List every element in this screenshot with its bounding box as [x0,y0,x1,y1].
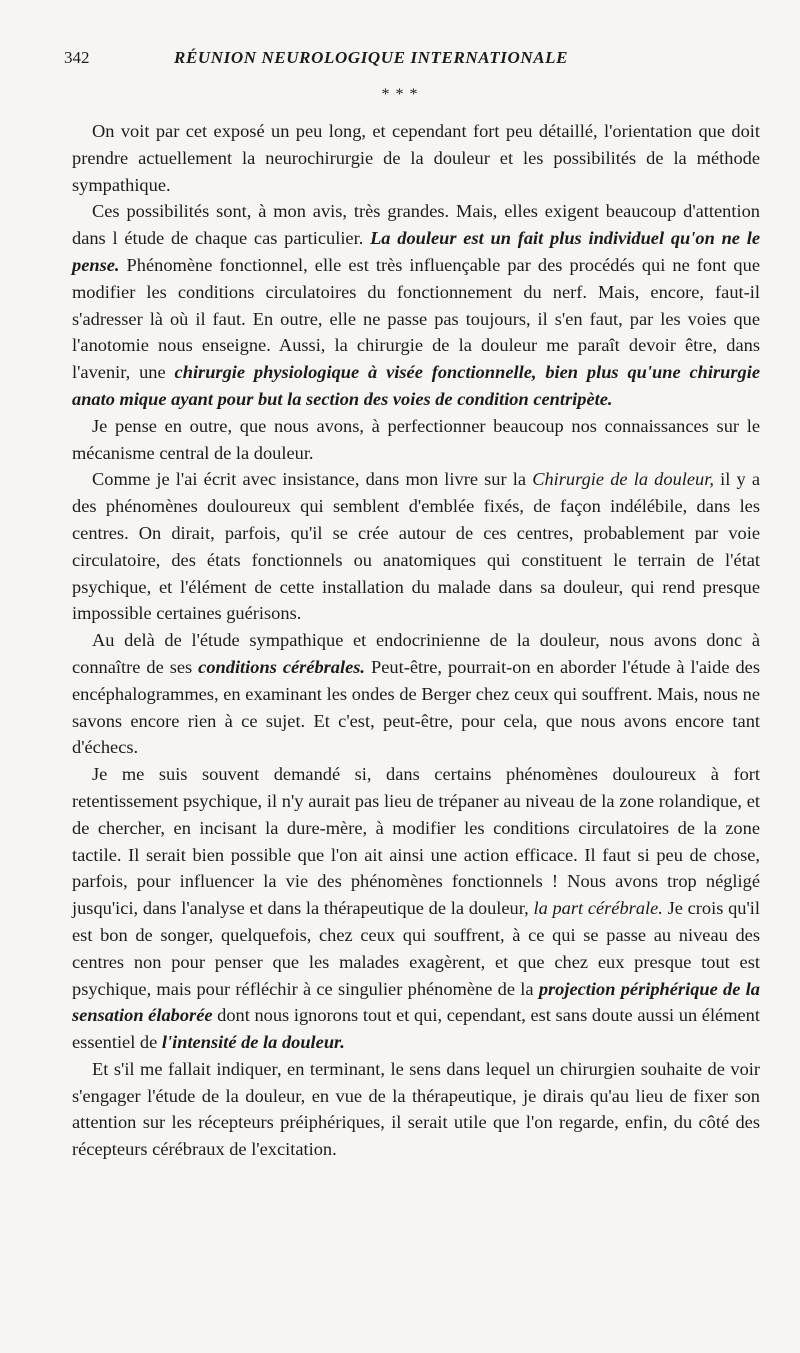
emphasized-text: projection périphérique de la sensation élaborée [72,978,760,1026]
emphasized-text: l'intensité de la douleur. [161,1032,345,1053]
page-number: 342 [64,48,90,67]
text-run: Et s'il me fallait indiquer, en terminant, le sens dans lequel un chirurgien souhaite de voir s'engager l'étude de la douleur, en vue de la thérapeutique, je dirais qu'au lieu de fixer son attention sur les récepteurs préiphériques, il serait utile que l'on regarde, enfin, du côté des récepteurs cérébraux de l'excitation. [72,1058,760,1160]
text-run: Peut-être, pourrait-on en aborder l'étude à l'aide des encéphalogrammes, en examinant les ondes de Berger chez ceux qui souffrent. Mais, nous ne savons encore rien à ce sujet. Et c'est, peut-être, pour cela, que nous avons encore tant d'échecs. [72,656,760,758]
page-header [64,48,754,76]
text-run: Ces possibilités sont, à mon avis, très grandes. Mais, elles exigent beaucoup d'attention dans l étude de chaque cas particulier. [72,201,760,249]
paragraph [72,1056,760,1163]
paragraph [72,761,760,1056]
text-run: Je me suis souvent demandé si, dans certains phénomènes douloureux à fort retentissement psychique, il n'y aurait pas lieu de trépaner au niveau de la zone rolandique, et de chercher, en incisant la dure-mère, à modifier les conditions circulatoires de la zone tactile. Il serait bien possible que l'on ait ainsi une action efficace. Il faut si peu de chose, parfois, pour influencer la vie des phénomènes fonctionnels ! Nous avons trop négligé jusqu'ici, dans l'analyse et dans la thérapeutique de la douleur, [72,764,760,919]
paragraph [72,627,760,761]
text-run: Phénomène fonctionnel, elle est très influençable par des procédés qui ne font que modifier les conditions circulatoires du fonctionnement du nerf. Mais, encore, faut-il s'adresser là où il faut. En outre, elle ne passe pas toujours, il s'en faut, par les voies que l'anotomie nous enseigne. Aussi, la chirurgie de la douleur me paraît devoir être, dans l'avenir, une [72,254,760,383]
emphasized-text: chirurgie physiologique à visée fonctionnelle, bien plus qu'une chirurgie anato mique ayant pour but la section des voies de condition centripète. [72,362,760,409]
text-run: dont nous ignorons tout et qui, cependant, est sans doute aussi un élément essentiel de [72,1005,760,1053]
text-run: Je pense en outre, que nous avons, à perfectionner beaucoup nos connaissances sur le mécanisme central de la douleur. [72,415,760,463]
running-title: RÉUNION NEUROLOGIQUE INTERNATIONALE [174,48,569,67]
body-text [72,118,760,1163]
text-run: Au delà de l'étude sympathique et endocrinienne de la douleur, nous avons donc à connaître de ses [72,630,760,677]
emphasized-text: conditions cérébrales. [198,656,366,677]
paragraph [72,118,760,198]
emphasized-text: Chirurgie de la douleur, [532,469,714,490]
paragraph [72,466,760,627]
text-run: On voit par cet exposé un peu long, et cependant fort peu détaillé, l'orientation que doit prendre actuellement la neurochirurgie de la douleur et les possibilités de la méthode sympathique. [72,121,760,195]
paragraph [72,198,760,412]
text-run: il y a des phénomènes douloureux qui semblent d'emblée fixés, de façon indélébile, dans les centres. On dirait, parfois, qu'il se crée autour de ces centres, probablement par voie circulatoire, des états fonctionnels ou anatomiques qui constituent le terrain de l'état psychique, et l'élément de cette installation du malade dans sa douleur, qui rend presque impossible certaines guérisons. [72,469,761,624]
emphasized-text: la part cérébrale. [533,898,663,919]
text-run: Comme je l'ai écrit avec insistance, dans mon livre sur la [92,469,533,490]
emphasized-text: La douleur est un fait plus individuel qu'on ne le pense. [72,228,760,275]
paragraph [72,413,760,467]
section-separator: * * * [381,86,419,103]
text-run: Je crois qu'il est bon de songer, quelquefois, chez ceux qui souffrent, à ce qui se passe au niveau des centres non pour penser que les malades exagèrent, et que chez eux presque tout est psychique, mais pour réfléchir à ce singulier phénomène de la [72,898,760,999]
